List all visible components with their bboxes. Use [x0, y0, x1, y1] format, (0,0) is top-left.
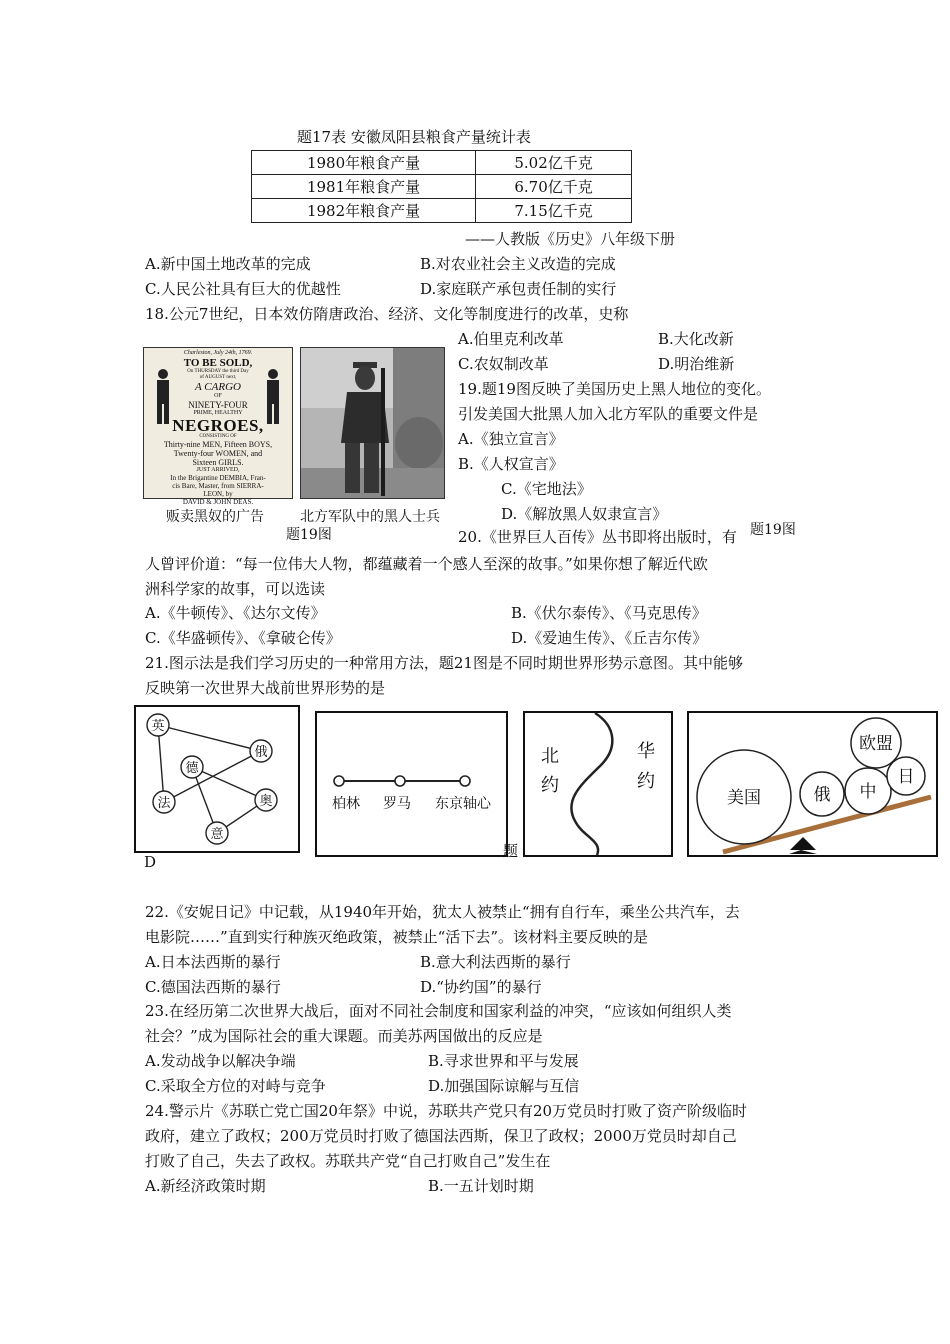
q22-option-a: A.日本法西斯的暴行 [145, 953, 281, 971]
q19-option-d: D.《解放黑人奴隶宣言》 [501, 505, 668, 523]
table-cell: 1980年粮食产量 [252, 151, 476, 175]
q23-option-c: C.采取全方位的对峙与竞争 [145, 1077, 326, 1095]
q20-option-d: D.《爱迪生传》、《丘吉尔传》 [511, 629, 708, 647]
q24-option-a: A.新经济政策时期 [145, 1177, 266, 1195]
table-source: ——人教版《历史》八年级下册 [465, 230, 676, 248]
fig-d-label: 俄 [813, 785, 831, 805]
node-label: 德 [185, 761, 199, 776]
q18-option-a: A.伯里克利改革 [458, 330, 564, 348]
q17-option-a: A.新中国土地改革的完成 [145, 255, 311, 273]
fig-c-label: 约 [637, 771, 655, 792]
table-row [252, 175, 632, 199]
poster-text: PRIME, HEALTHY [193, 410, 243, 416]
poster-text: Charleston, July 24th, 1769. [183, 350, 253, 356]
under-figure-letter: D [144, 853, 157, 871]
table-cell: 6.70亿千克 [476, 175, 632, 199]
q23-stem-line2: 社会？”成为国际社会的重大课题。而美苏两国做出的反应是 [145, 1027, 543, 1045]
poster-text: JUST ARRIVED, [196, 467, 240, 473]
poster-text: Twenty-four WOMEN, and [173, 449, 263, 458]
poster-text: NINETY-FOUR [188, 400, 248, 410]
figure-c-cold-war [523, 711, 673, 857]
q24-stem-line3: 打败了自己，失去了政权。苏联共产党“自己打败自己”发生在 [145, 1152, 551, 1170]
poster-text: In the Brigantine DEMBIA, Fran- [170, 474, 266, 482]
q18-option-c: C.农奴制改革 [458, 355, 549, 373]
fig-d-label: 美国 [727, 788, 761, 808]
q22-stem-line1: 22.《安妮日记》中记载，从1940年开始，犹太人被禁止“拥有自行车，乘坐公共汽车，去 [145, 903, 740, 921]
table-cell: 1982年粮食产量 [252, 199, 476, 223]
figure-a-alliances [134, 705, 300, 853]
q23-option-b: B.寻求世界和平与发展 [428, 1052, 579, 1070]
q21-stem-line1: 21.图示法是我们学习历史的一种常用方法，题21图是不同时期世界形势示意图。其中能够 [145, 654, 743, 672]
poster-text: DAVID & JOHN DEAS. [182, 498, 254, 506]
q20-stem-line3: 洲科学家的故事，可以选读 [145, 580, 326, 598]
node-label: 罗马 [383, 796, 411, 812]
poster-text: Sixteen GIRLS. [192, 458, 244, 467]
q17-option-d: D.家庭联产承包责任制的实行 [420, 280, 617, 298]
poster-text: NEGROES, [172, 416, 264, 435]
q24-stem-line1: 24.警示片《苏联亡党亡国20年祭》中说，苏联共产党只有20万党员时打败了资产阶级临时 [145, 1102, 748, 1120]
node-label: 奥 [259, 794, 273, 809]
under-figure-text: 题 [503, 842, 519, 860]
fig-c-label: 北 [541, 746, 559, 767]
poster-text: CONSISTING OF [199, 434, 237, 439]
poster-caption: 贩卖黑奴的广告 [166, 509, 264, 525]
table-caption: 题17表 安徽凤阳县粮食产量统计表 [297, 128, 531, 146]
q22-stem-line2: 电影院……”直到实行种族灭绝政策，被禁止“活下去”。该材料主要反映的是 [145, 928, 649, 946]
black-soldier-photo [300, 347, 445, 499]
fig-c-label: 约 [541, 775, 559, 796]
poster-text: LEON, by [203, 490, 233, 498]
node-label: 俄 [254, 745, 268, 760]
q20-stem-line1: 20.《世界巨人百传》丛书即将出版时，有 [458, 528, 737, 546]
q21-stem-line2: 反映第一次世界大战前世界形势的是 [145, 679, 386, 697]
poster-text: Thirty-nine MEN, Fifteen BOYS, [163, 440, 273, 449]
q22-option-d: D.“协约国”的暴行 [420, 978, 542, 996]
q17-option-c: C.人民公社具有巨大的优越性 [145, 280, 341, 298]
q19-option-b: B.《人权宣言》 [458, 455, 564, 473]
q20-option-a: A.《牛顿传》、《达尔文传》 [145, 604, 326, 622]
poster-text: OF [214, 393, 222, 399]
poster-text: On THURSDAY the third Day [187, 369, 249, 374]
q19-option-c: C.《宅地法》 [501, 480, 592, 498]
soldier-illustration [301, 348, 444, 498]
q17-option-b: B.对农业社会主义改造的完成 [420, 255, 616, 273]
q22-option-b: B.意大利法西斯的暴行 [420, 953, 571, 971]
q22-option-c: C.德国法西斯的暴行 [145, 978, 281, 996]
node-label: 意 [210, 827, 224, 842]
q18-option-b: B.大化改新 [658, 330, 734, 348]
q23-stem-line1: 23.在经历第二次世界大战后，面对不同社会制度和国家利益的冲突，“应该如何组织人类 [145, 1002, 732, 1020]
fig-c-label: 华 [637, 741, 655, 762]
table-cell: 1981年粮食产量 [252, 175, 476, 199]
poster-text: A CARGO [195, 381, 241, 393]
poster-text: TO BE SOLD, [183, 357, 253, 369]
table-row [252, 151, 632, 175]
q23-option-a: A.发动战争以解决争端 [145, 1052, 296, 1070]
q23-option-d: D.加强国际谅解与互信 [428, 1077, 580, 1095]
fig-d-label: 欧盟 [859, 734, 893, 754]
q24-option-b: B.一五计划时期 [428, 1177, 534, 1195]
figure-label: 题19图 [286, 527, 332, 543]
slave-sale-poster [143, 347, 293, 506]
q18-stem: 18.公元7世纪，日本效仿隋唐政治、经济、文化等制度进行的改革，史称 [145, 305, 629, 323]
figure-label: 题19图 [750, 522, 796, 538]
q19-stem-line1: 19.题19图反映了美国历史上黑人地位的变化。 [458, 380, 771, 398]
q18-option-d: D.明治维新 [658, 355, 735, 373]
figure-d-multipolar [687, 711, 938, 857]
q20-option-b: B.《伏尔泰传》、《马克思传》 [511, 604, 707, 622]
q20-option-c: C.《华盛顿传》、《拿破仑传》 [145, 629, 341, 647]
node-label: 柏林 [332, 796, 360, 812]
table-row [252, 199, 632, 223]
q24-stem-line2: 政府，建立了政权；200万党员时打败了德国法西斯，保卫了政权；2000万党员时却自己 [145, 1127, 737, 1145]
node-label: 东京轴心 [435, 796, 491, 812]
q20-stem-line2: 人曾评价道：“每一位伟大人物，都蕴藏着一个感人至深的故事。”如果你想了解近代欧 [145, 555, 708, 573]
table-cell: 7.15亿千克 [476, 199, 632, 223]
poster-text: cis Bare, Master, from SIERRA- [172, 482, 264, 490]
fig-d-label: 中 [859, 782, 877, 802]
q19-option-a: A.《独立宣言》 [458, 430, 564, 448]
figure-b-axis [315, 711, 508, 857]
node-label: 法 [157, 796, 171, 811]
grain-output-table [251, 150, 632, 223]
q19-stem-line2: 引发美国大批黑人加入北方军队的重要文件是 [458, 405, 759, 423]
poster-text: of AUGUST next, [199, 375, 237, 380]
soldier-caption: 北方军队中的黑人士兵 [300, 509, 440, 525]
table-cell: 5.02亿千克 [476, 151, 632, 175]
fig-d-label: 日 [897, 767, 915, 787]
node-label: 英 [151, 719, 165, 734]
